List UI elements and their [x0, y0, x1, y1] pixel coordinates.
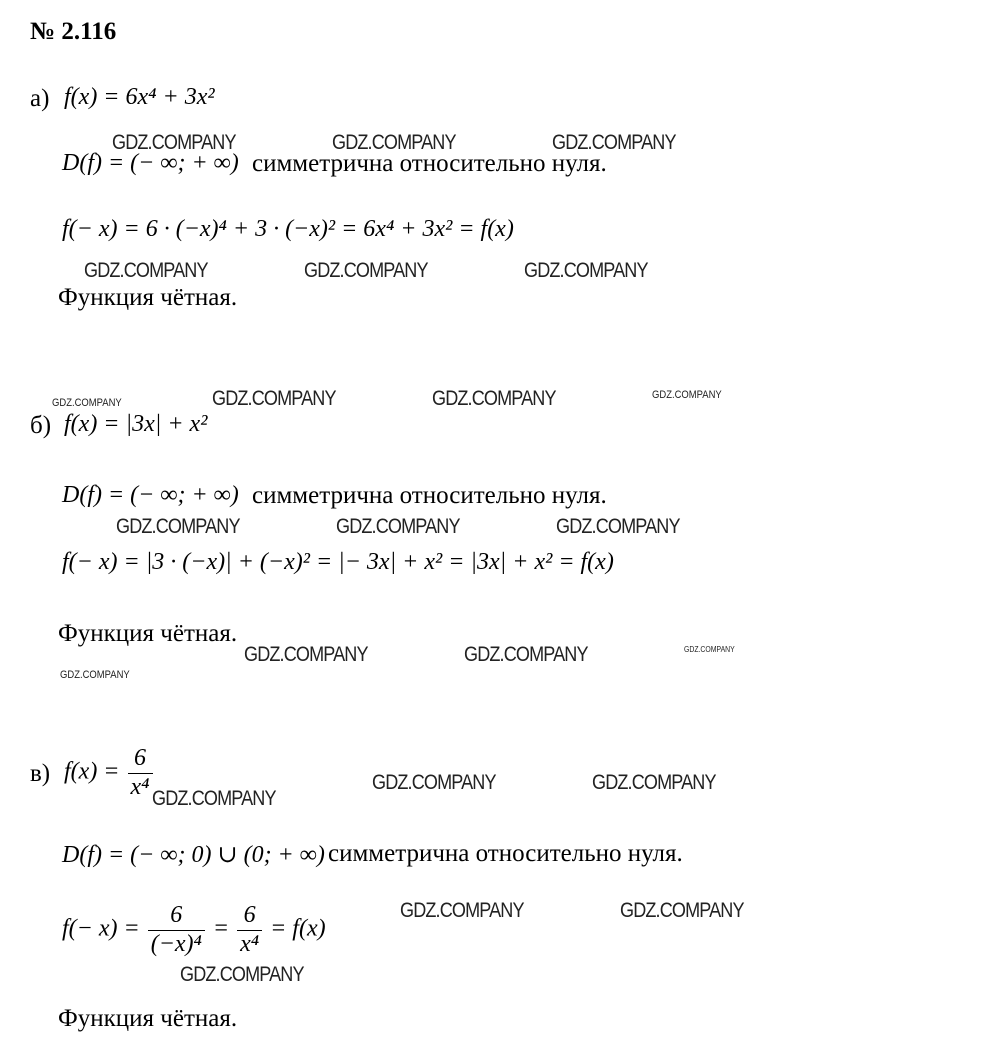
part-c-check-denominator-2: x⁴ — [240, 930, 260, 957]
problem-number: № 2.116 — [30, 18, 117, 45]
part-c-check-numerator-1: 6 — [148, 902, 205, 931]
watermark: GDZ.COMPANY — [464, 643, 588, 666]
part-c-domain-note: симметрична относительно нуля. — [328, 840, 683, 867]
watermark: GDZ.COMPANY — [152, 787, 276, 810]
watermark: GDZ.COMPANY — [212, 387, 336, 410]
part-c-check-numerator-2: 6 — [237, 902, 262, 931]
part-b-conclusion: Функция чётная. — [58, 620, 238, 647]
part-b-domain: D(f) = (− ∞; + ∞) — [62, 482, 239, 508]
part-b-check: f(− x) = |3 · (−x)| + (−x)² = |− 3x| + x² = |3x| + x² = f(x) — [62, 549, 614, 575]
part-c-check-equals: = — [212, 915, 230, 942]
part-c-function-fraction — [128, 745, 153, 801]
part-c-label: в) — [30, 760, 51, 787]
part-a-domain: D(f) = (− ∞; + ∞) — [62, 150, 239, 176]
watermark: GDZ.COMPANY — [432, 387, 556, 410]
watermark: GDZ.COMPANY — [552, 131, 676, 154]
watermark: GDZ.COMPANY — [112, 131, 236, 154]
part-a-check: f(− x) = 6 · (−x)⁴ + 3 · (−x)² = 6x⁴ + 3x² = f(x) — [62, 216, 514, 242]
watermark: GDZ.COMPANY — [332, 131, 456, 154]
watermark: GDZ.COMPANY — [244, 643, 368, 666]
part-a-function: f(x) = 6x⁴ + 3x² — [64, 84, 215, 110]
part-c-function-numerator: 6 — [128, 745, 153, 774]
part-c-check-lhs: f(− x) = — [62, 915, 140, 942]
part-c-check-fraction-1 — [148, 902, 205, 958]
part-c-function-lhs: f(x) = — [64, 758, 120, 785]
part-c-check-denominator-1: (−x)⁴ — [150, 930, 202, 957]
part-c-check-rhs: = f(x) — [270, 915, 326, 942]
part-b-function: f(x) = |3x| + x² — [64, 411, 208, 437]
part-a-conclusion: Функция чётная. — [58, 284, 238, 311]
watermark: GDZ.COMPANY — [524, 259, 648, 282]
part-c-function-denominator: x⁴ — [130, 773, 150, 800]
watermark: GDZ.COMPANY — [620, 899, 744, 922]
watermark: GDZ.COMPANY — [60, 669, 130, 681]
watermark: GDZ.COMPANY — [336, 515, 460, 538]
watermark: GDZ.COMPANY — [116, 515, 240, 538]
watermark: GDZ.COMPANY — [180, 963, 304, 986]
watermark: GDZ.COMPANY — [372, 771, 496, 794]
part-c-conclusion: Функция чётная. — [58, 1005, 238, 1032]
watermark: GDZ.COMPANY — [652, 389, 722, 401]
part-a-label: а) — [30, 85, 50, 112]
watermark: GDZ.COMPANY — [592, 771, 716, 794]
watermark: GDZ.COMPANY — [684, 645, 735, 654]
part-c-check — [62, 902, 326, 958]
part-a-domain-note: симметрична относительно нуля. — [252, 150, 607, 177]
watermark: GDZ.COMPANY — [52, 397, 122, 409]
part-b-label: б) — [30, 412, 52, 439]
watermark: GDZ.COMPANY — [400, 899, 524, 922]
watermark: GDZ.COMPANY — [304, 259, 428, 282]
part-c-function — [64, 745, 155, 801]
part-b-domain-note: симметрична относительно нуля. — [252, 482, 607, 509]
part-c-domain: D(f) = (− ∞; 0) ∪ (0; + ∞) — [62, 842, 325, 868]
part-c-check-fraction-2 — [237, 902, 262, 958]
watermark: GDZ.COMPANY — [84, 259, 208, 282]
watermark: GDZ.COMPANY — [556, 515, 680, 538]
